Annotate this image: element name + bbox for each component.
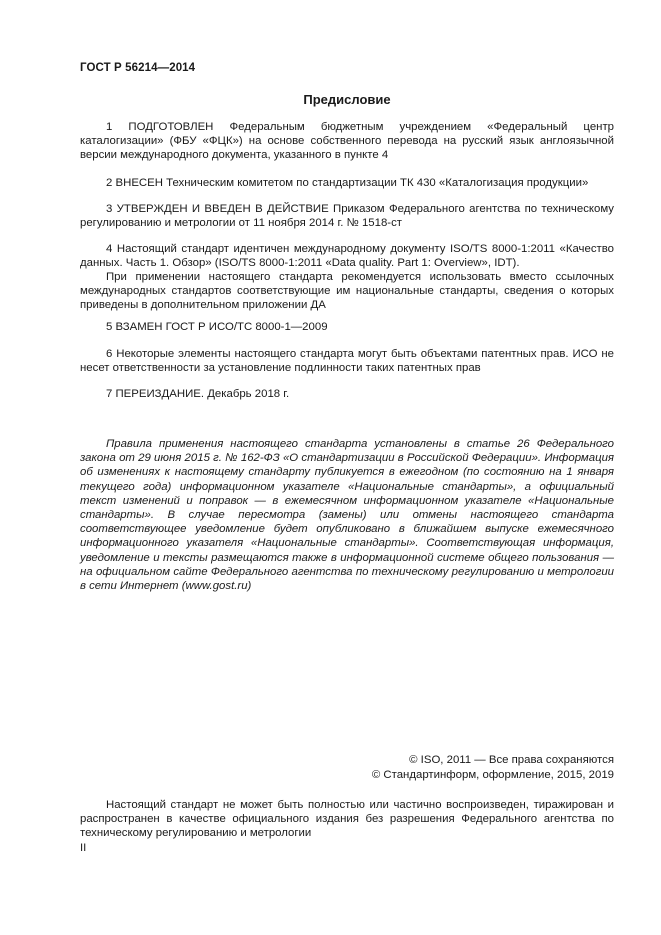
- reproduction-notice: [80, 798, 614, 841]
- legal-notice: [80, 437, 614, 593]
- page-title: Предисловие: [303, 92, 391, 107]
- foreword-item-4: [80, 242, 614, 312]
- page-number: II: [80, 842, 87, 854]
- foreword-item-5: [80, 320, 614, 334]
- foreword-item-text: 1 ПОДГОТОВЛЕН Федеральным бюджетным учреждением «Федеральный центр каталогизации» (ФБУ «ФЦК») на основе собственного перевода на русский язык англоязычной версии международного документа, указанного в пункте 4: [80, 121, 614, 161]
- foreword-item-text: 4 Настоящий стандарт идентичен международному документу ISO/TS 8000-1:2011 «Качество данных. Часть 1. Обзор» (ISO/TS 8000-1:2011 «Data quality. Part 1: Overview», IDT).: [80, 243, 614, 269]
- doc-code-header: ГОСТ Р 56214—2014: [80, 62, 196, 74]
- reproduction-notice-text: Настоящий стандарт не может быть полностью или частично воспроизведен, тиражирован и распространен в качестве официального издания без разрешения Федерального агентства по техническому регулированию и метрологии: [80, 799, 614, 840]
- foreword-item-text: 7 ПЕРЕИЗДАНИЕ. Декабрь 2018 г.: [106, 388, 290, 400]
- foreword-item-text: 3 УТВЕРЖДЕН И ВВЕДЕН В ДЕЙСТВИЕ Приказом Федерального агентства по техническому регулированию и метрологии от 11 ноября 2014 г. № 1518-ст: [80, 203, 614, 229]
- foreword-item-text: 5 ВЗАМЕН ГОСТ Р ИСО/ТС 8000-1—2009: [106, 321, 328, 333]
- copyright-standartinform: © Стандартинформ, оформление, 2015, 2019: [371, 768, 614, 781]
- copyright-block: [372, 753, 614, 782]
- foreword-item-7: [80, 387, 614, 401]
- legal-notice-text: Правила применения настоящего стандарта установлены в статье 26 Федерального закона от 29 июня 2015 г. № 162-ФЗ «О стандартизации в Российской Федерации». Информация об изменениях к настоящему стандарту публикуется в ежегодном (по состоянию на 1 января текущего года) информационном указателе «Национальные стандарты», а официальный текст изменений и поправок — в ежемесячном информационном указателе «Национальные стандарты». В случае пересмотра (замены) или отмены настоящего стандарта соответствующее уведомление будет опубликовано в ближайшем выпуске ежемесячного информационного указателя «Национальные стандарты». Соответствующая информация, уведомление и тексты размещаются также в информационной системе общего пользования — на официальном сайте Федерального агентства по техническому регулированию и метрологии в сети Интернет (www.gost.ru): [80, 438, 614, 593]
- foreword-item-2: [80, 176, 614, 190]
- foreword-item-1: [80, 120, 614, 162]
- foreword-item-text: 6 Некоторые элементы настоящего стандарта могут быть объектами патентных прав. ИСО не несет ответственности за установление подлинности таких патентных прав: [80, 348, 614, 374]
- foreword-item-3: [80, 202, 614, 230]
- copyright-iso: © ISO, 2011 — Все права сохраняются: [409, 754, 614, 766]
- foreword-item-text: 2 ВНЕСЕН Техническим комитетом по стандартизации ТК 430 «Каталогизация продукции»: [106, 177, 589, 189]
- foreword-item-6: [80, 347, 614, 375]
- foreword-item-extra: При применении настоящего стандарта рекомендуется использовать вместо ссылочных международных стандартов соответствующие им национальные стандарты, сведения о которых приведены в дополнительном приложении ДА: [80, 271, 614, 311]
